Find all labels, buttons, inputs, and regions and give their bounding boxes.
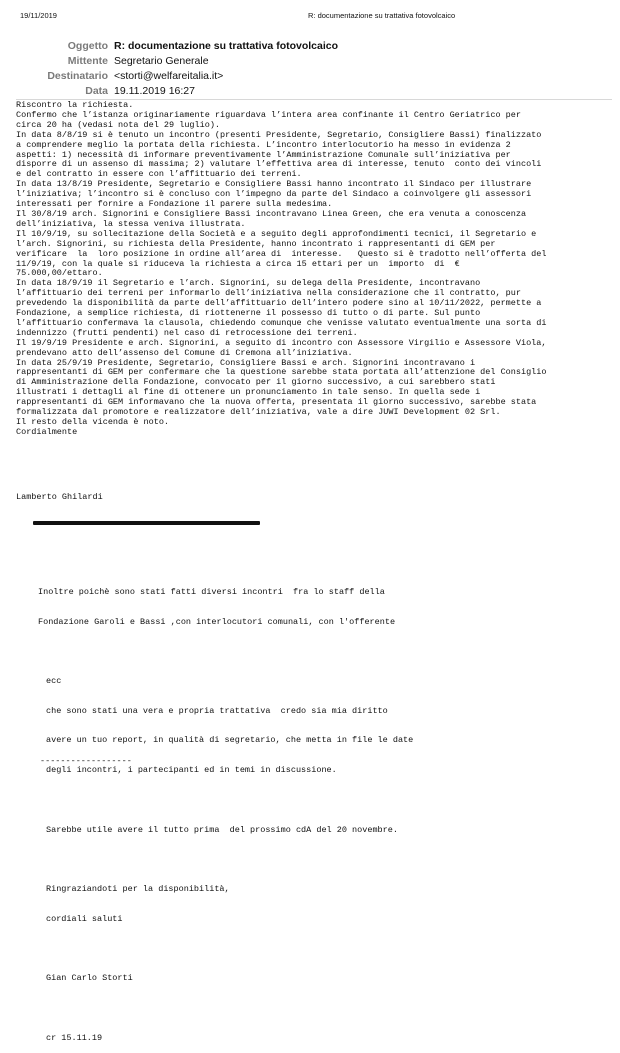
email-header bbox=[0, 40, 600, 100]
follow-up-line: Fondazione Garoli e Bassi ,con interlocutori comunali, con l'offerente bbox=[38, 616, 396, 627]
body-line: Il 19/9/19 Presidente e arch. Signorini, a seguito di incontro con Assessore Virgilio e Assessore Viola, bbox=[16, 337, 547, 348]
body-line: In data 13/8/19 Presidente, Segretario e Consigliere Bassi hanno incontrato il Sindaco per illustrare bbox=[16, 179, 532, 190]
body-line: disporre di un assenso di massima; 2) valutare l’effettiva area di interesse, tenuto conto dei vincoli bbox=[16, 159, 542, 170]
body-line: formalizzata dal promotore e realizzatore dell’iniziativa, vale a dire JUWI Development 02 Srl. bbox=[16, 407, 501, 418]
mittente-label: Mittente bbox=[67, 55, 108, 67]
data-value: 19.11.2019 16:27 bbox=[114, 85, 195, 97]
body-line: rappresentanti di GEM informavano che la nuova offerta, presentata il giorno successivo, sarebbe stata bbox=[16, 397, 537, 408]
body-line: 75.000,00/ettaro. bbox=[16, 268, 103, 279]
destinatario-label: Destinatario bbox=[47, 70, 108, 82]
header-row-destinatario bbox=[0, 70, 600, 85]
body-line: l’arch. Signorini, su richiesta della Presidente, hanno incontrato i rappresentanti di GEM per bbox=[16, 238, 496, 249]
quoted-message bbox=[38, 568, 598, 1053]
closing-line: cordiali saluti bbox=[46, 913, 123, 924]
body-line: l’affittuario confermava la clausola, chiedendo comunque che venisse valutato eventualmente una sorta di bbox=[16, 317, 547, 328]
body-line: indennizzo (frutti pendenti) nel caso di retrocessione dei terreni. bbox=[16, 327, 358, 338]
print-subject: R: documentazione su trattativa fotovolcaico bbox=[308, 11, 456, 20]
body-line: e del contratto in essere con l’affittuario dei terreni. bbox=[16, 169, 302, 180]
header-row-mittente bbox=[0, 55, 600, 70]
closing-line: Ringraziandoti per la disponibilità, bbox=[46, 883, 230, 894]
body-line: a comprendere meglio la portata della richiesta. L’incontro interlocutorio ha messo in evidenza 2 bbox=[16, 139, 511, 150]
body-line: l’iniziativa; l’incontro si è concluso con l’impegno da parte del Sindaco a coinvolgere gli assessori bbox=[16, 189, 532, 200]
body-line: Fondazione, a semplice richiesta, di riottenerne il possesso di tutto o di parte. Sul punto bbox=[16, 308, 481, 319]
body-line: In data 8/8/19 si è tenuto un incontro (presenti Presidente, Segretario, Consigliere Bassi) finalizzato bbox=[16, 129, 542, 140]
sender-name: Gian Carlo Storti bbox=[46, 973, 133, 984]
body-line: Il 30/8/19 arch. Signorini e Consigliere Bassi incontravano Linea Green, che era venuta a conoscenza bbox=[16, 208, 527, 219]
body-line: Il resto della vicenda è noto. bbox=[16, 417, 170, 427]
body-line: 11/9/19, con la quale si riduceva la richiesta a circa 15 ettari per un importo di € bbox=[16, 258, 460, 269]
header-row-oggetto bbox=[0, 40, 600, 55]
body-line: interessati per fornire a Fondazione il parere sulla medesima. bbox=[16, 199, 333, 210]
body-line: prendevano atto dell’assenso del Comune di Cremona all’iniziativa. bbox=[16, 347, 353, 358]
email-body bbox=[16, 101, 612, 438]
destinatario-value: <storti@welfareitalia.it> bbox=[114, 70, 224, 82]
body-line: rappresentanti di GEM per confermare che la questione sarebbe stata portata all’attenzione del Consiglio bbox=[16, 367, 547, 378]
follow-up-line: avere un tuo report, in qualità di segretario, che metta in file le date bbox=[46, 735, 414, 746]
body-line: di Amministrazione della Fondazione, convocato per il giorno successivo, a cui sarebbero stati bbox=[16, 377, 496, 388]
body-line: In data 18/9/19 il Segretario e l’arch. Signorini, su delega della Presidente, incontravano bbox=[16, 278, 481, 289]
oggetto-value: R: documentazione su trattativa fotovolcaico bbox=[114, 40, 339, 52]
body-line: aspetti: 1) necessità di informare preventivamente l’Amministrazione Comunale sull’iniziativa per bbox=[16, 149, 511, 160]
oggetto-label: Oggetto bbox=[67, 40, 108, 52]
mittente-value: Segretario Generale bbox=[114, 55, 209, 67]
body-line: Cordialmente bbox=[16, 426, 78, 437]
body-line: Riscontro la richiesta. bbox=[16, 100, 134, 110]
body-line: illustrati i dettagli al fine di ottenere un pronunciamento in tale senso. In quella sede i bbox=[16, 387, 481, 398]
follow-up-ecc: ecc bbox=[46, 675, 62, 686]
follow-up-line: che sono stati una vera e propria trattativa credo sia mia diritto bbox=[46, 705, 388, 716]
body-line: verificare la loro posizione in ordine all’area di interesse. Questo si è tradotto nell’offerta del bbox=[16, 248, 547, 259]
body-line: dell’iniziativa, la stessa veniva illustrata. bbox=[16, 218, 246, 229]
body-line: circa 20 ha (vedasi nota del 29 luglio). bbox=[16, 119, 221, 130]
dash-divider: ------------------ bbox=[40, 756, 132, 766]
body-line: Confermo che l’istanza originariamente riguardava l’intera area confinante il Centro Geriatrico per bbox=[16, 109, 521, 120]
follow-up-line: degli incontri, i partecipanti ed in temi in discussione. bbox=[46, 765, 337, 776]
body-line: Il 10/9/19, su sollecitazione della Società e a seguito degli approfondimenti tecnici, il Segretario e bbox=[16, 228, 537, 239]
follow-up-line: Sarebbe utile avere il tutto prima del prossimo cdA del 20 novembre. bbox=[46, 824, 398, 835]
signature: Lamberto Ghilardi bbox=[16, 492, 103, 502]
body-line: In data 25/9/19 Presidente, Segretario, Consigliere Bassi e arch. Signorini incontravano i bbox=[16, 357, 476, 368]
sign-date: cr 15.11.19 bbox=[46, 1032, 103, 1043]
print-date: 19/11/2019 bbox=[20, 11, 57, 20]
follow-up-line: Inoltre poichè sono stati fatti diversi incontri fra lo staff della bbox=[38, 586, 385, 597]
data-label: Data bbox=[85, 85, 108, 97]
header-row-data bbox=[0, 85, 600, 100]
redaction-bar bbox=[33, 521, 260, 525]
page-header bbox=[20, 11, 600, 23]
body-line: l’affittuario dei terreni per informarlo dell’iniziativa nella considerazione che il contratto, pur bbox=[16, 288, 521, 299]
body-line: prevedendo la disponibilità da parte dell’affittuario dell’intero podere sino al 10/11/2022, permette a bbox=[16, 298, 542, 309]
